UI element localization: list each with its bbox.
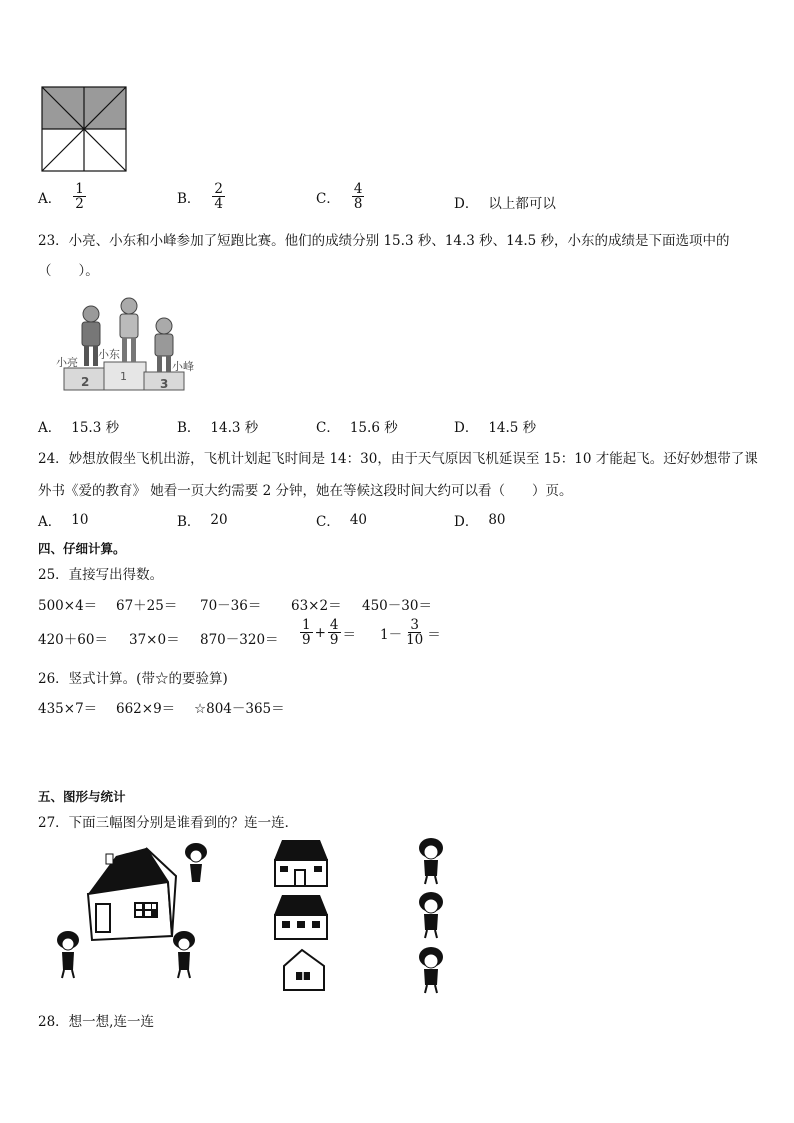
q25-expr-8: 870－320＝: [200, 632, 279, 648]
podium-rank-3: 3: [160, 377, 169, 391]
q24-option-b[interactable]: B． 20: [177, 512, 228, 530]
q22-option-a[interactable]: A． $\frac{1}{2}$: [38, 181, 84, 213]
q22-option-b[interactable]: B． $\frac{2}{4}$: [177, 181, 224, 213]
q23-text-line2: （ ）。: [38, 263, 99, 279]
q25-expr-2: 67＋25＝: [116, 598, 178, 614]
q25-expr-5: 450－30＝: [362, 598, 432, 614]
q25-expr-3: 70－36＝: [200, 598, 262, 614]
q24-option-d[interactable]: D． 80: [454, 512, 506, 530]
fraction: $\frac{1}{2}$: [75, 181, 84, 213]
section-5-heading: 五、图形与统计: [38, 789, 126, 804]
q25-expr-4: 63×2＝: [291, 598, 342, 614]
q22-option-d[interactable]: D． 以上都可以: [454, 196, 556, 212]
q25-expr-6: 420＋60＝: [38, 632, 108, 648]
q23-option-a[interactable]: A． 15.3 秒: [38, 420, 120, 436]
section-4-heading: 四、仔细计算。: [38, 541, 126, 556]
q24-option-c[interactable]: C． 40: [316, 512, 368, 530]
q26-expr-2: 662×9＝: [116, 701, 176, 717]
q23-option-c[interactable]: C． 15.6 秒: [316, 420, 398, 436]
fraction: $\frac{2}{4}$: [214, 181, 224, 213]
q25-expr-7: 37×0＝: [129, 632, 180, 648]
divided-square-figure: [41, 86, 127, 172]
podium-rank-1: 1: [120, 370, 127, 383]
q28-title: 28．想一想,连一连: [38, 1014, 154, 1030]
race-podium-figure: [54, 294, 204, 398]
q24-text-line1: 24．妙想放假坐飞机出游，飞机计划起飞时间是 14：30，由于天气原因飞机延误至 15：10 才能起飞。还好妙想带了课: [38, 451, 758, 467]
house-view-side-long[interactable]: [270, 893, 332, 945]
q24-text-line2: 外书《爱的教育》 她看一页大约需要 2 分钟，她在等候这段时间大约可以看（ ）页。: [38, 483, 573, 499]
q26-expr-1: 435×7＝: [38, 701, 98, 717]
fraction: $\frac{4}{8}$: [353, 181, 363, 213]
name-xiaoliang: 小亮: [56, 356, 78, 369]
q27-title: 27．下面三幅图分别是谁看到的？连一连．: [38, 815, 299, 831]
q22-option-c[interactable]: C． $\frac{4}{8}$: [316, 181, 363, 213]
name-xiaofeng: 小峰: [172, 360, 194, 373]
name-xiaodong: 小东: [98, 348, 120, 361]
podium-rank-2: 2: [81, 375, 90, 389]
q23-option-d[interactable]: D． 14.5 秒: [454, 420, 537, 436]
q26-expr-3: ☆804－365＝: [194, 701, 285, 717]
child-figure-1[interactable]: [411, 836, 451, 886]
q25-fraction-diff: 1－ $\frac{3}{10}$ ＝: [380, 617, 441, 649]
q25-title: 25．直接写出得数。: [38, 567, 164, 583]
q25-expr-1: 500×4＝: [38, 598, 98, 614]
child-figure-3[interactable]: [411, 945, 451, 997]
q24-option-a[interactable]: A． 10: [38, 512, 89, 530]
q23-option-b[interactable]: B． 14.3 秒: [177, 420, 259, 436]
q23-text-line1: 23．小亮、小东和小峰参加了短跑比赛。他们的成绩分别 15.3 秒、14.3 秒、14.5 秒，小东的成绩是下面选项中的: [38, 233, 730, 249]
house-with-children-figure: [46, 836, 236, 986]
q26-title: 26．竖式计算。(带☆的要验算): [38, 671, 228, 687]
house-view-gable[interactable]: [280, 948, 330, 994]
child-figure-2[interactable]: [411, 890, 451, 940]
q25-fraction-sum: $\frac{1}{9}$ + $\frac{4}{9}$ ＝: [302, 617, 356, 649]
house-view-front[interactable]: [270, 838, 332, 890]
